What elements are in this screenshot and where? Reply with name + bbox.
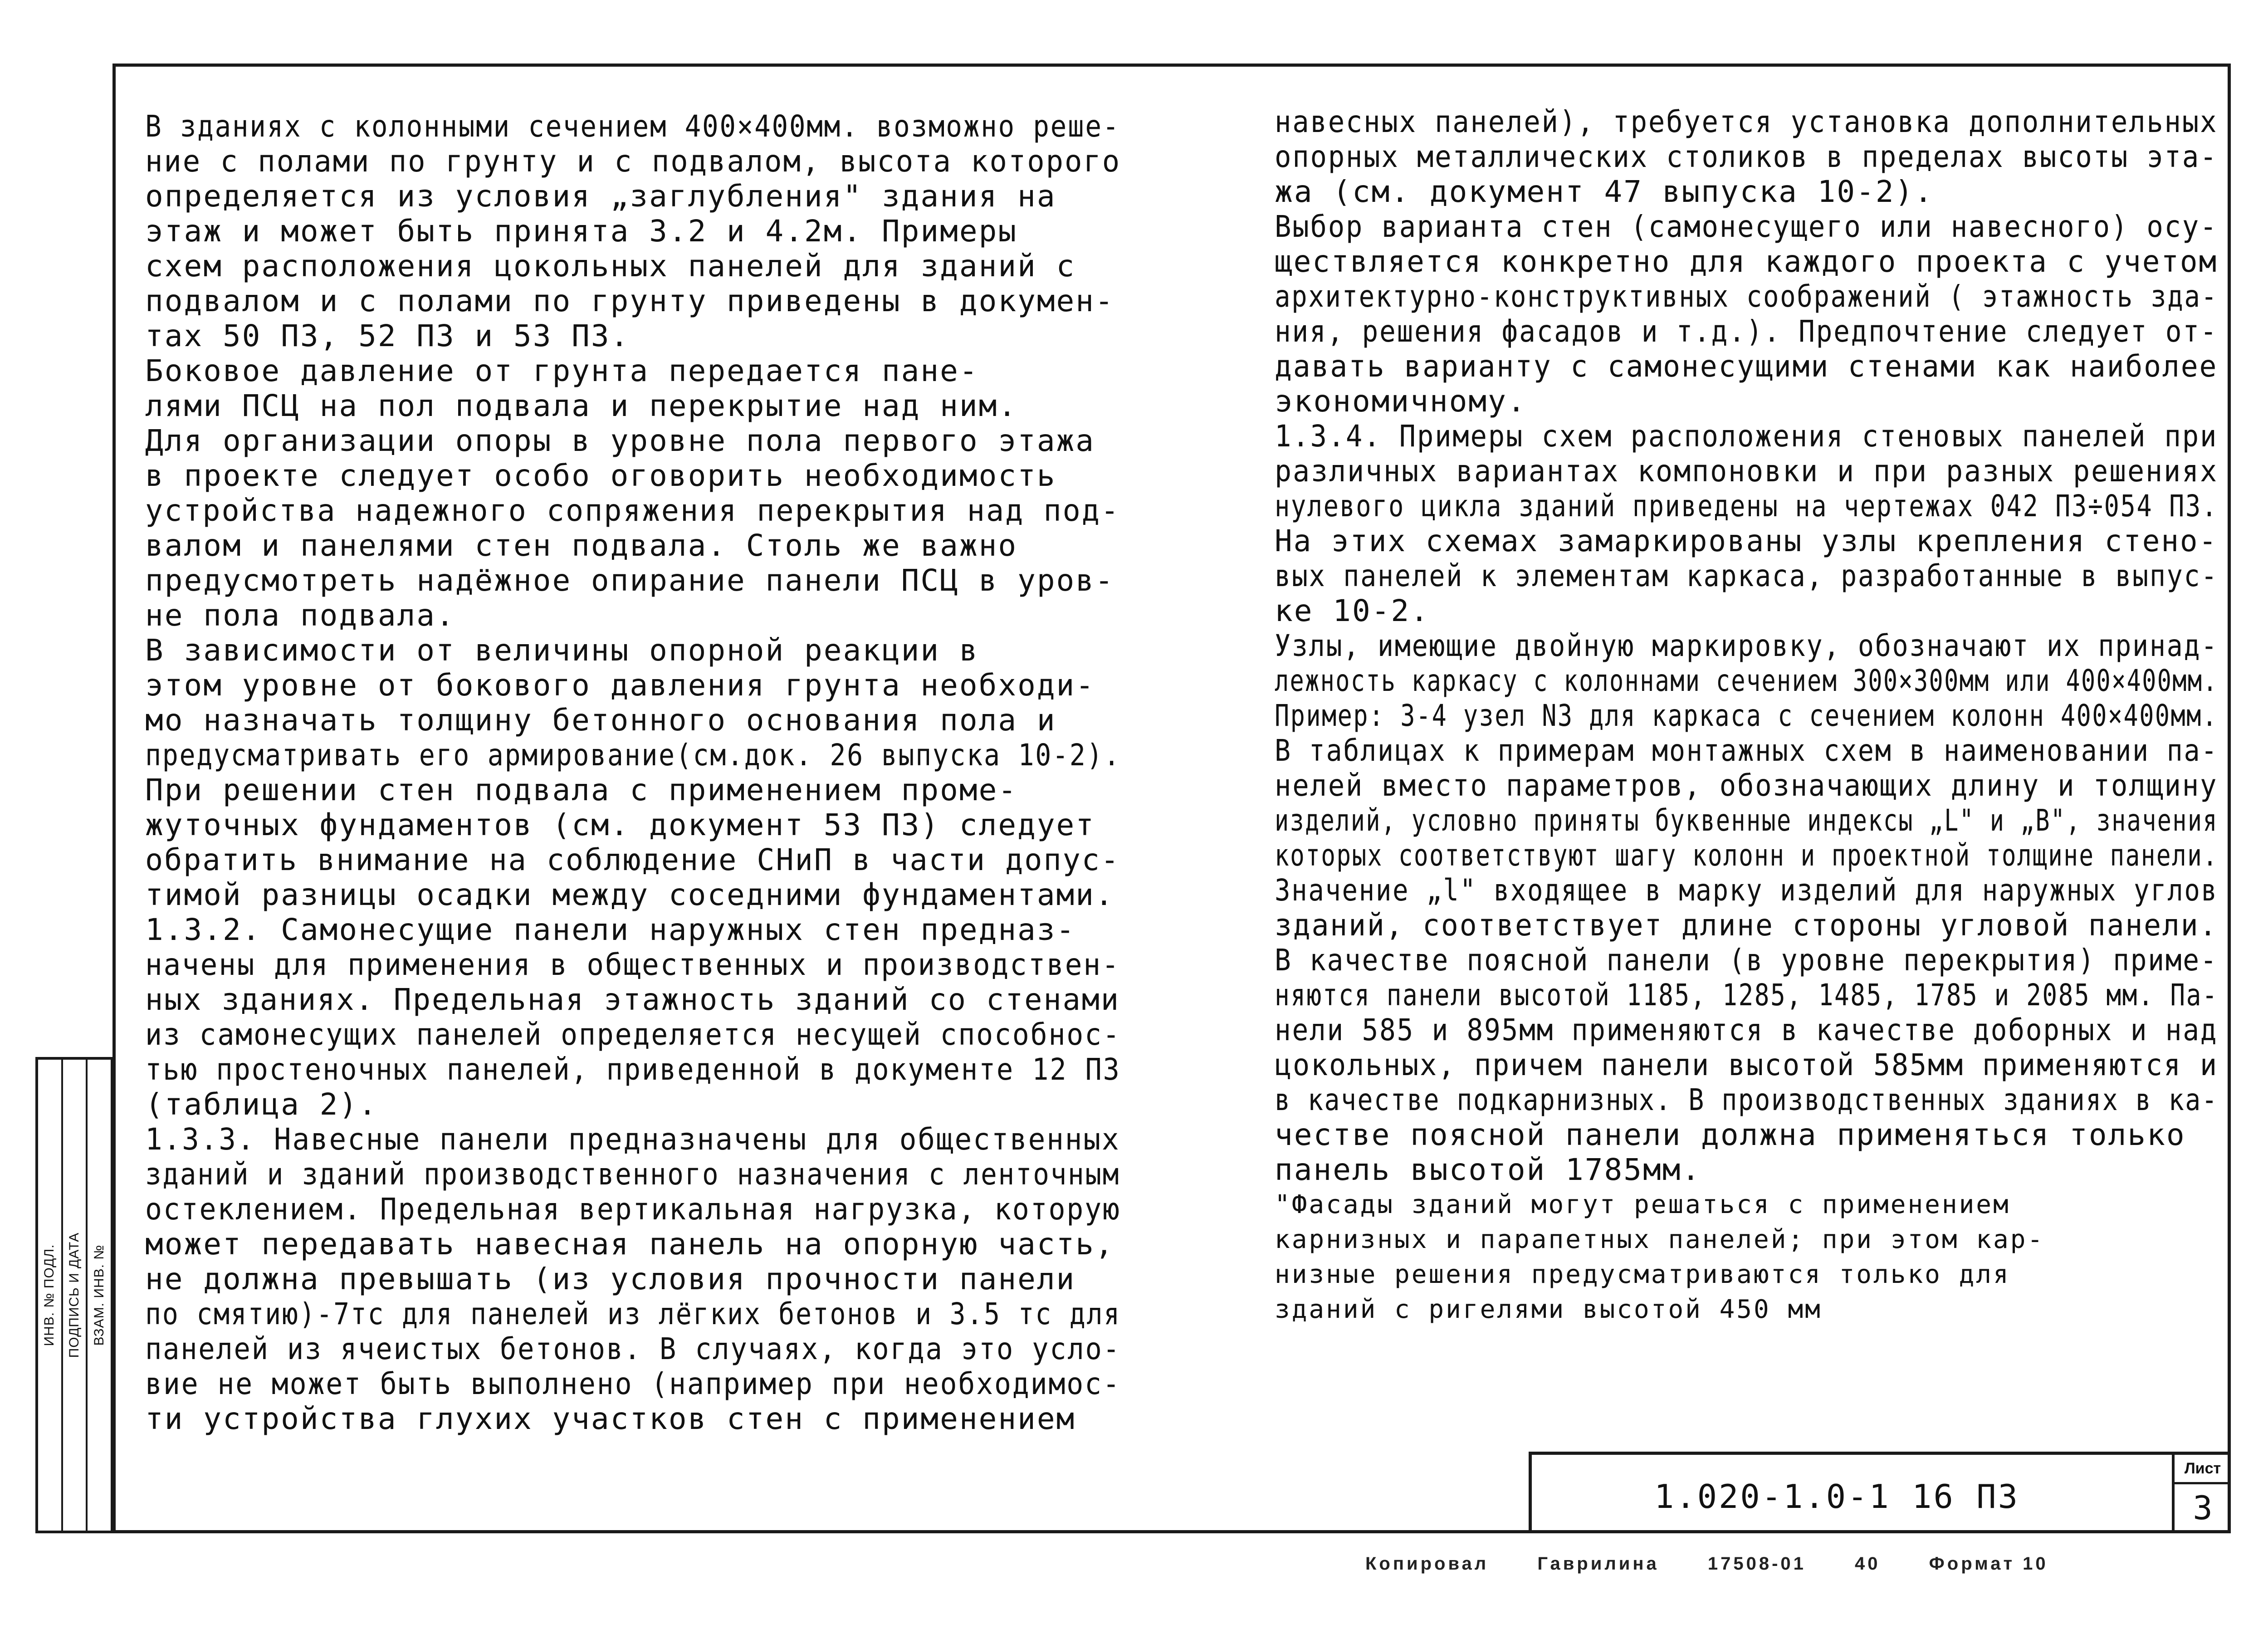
text-line: ществляется конкретно для каждого проекта с учетом <box>1275 244 2218 279</box>
text-line: Значение „l" входящее в марку изделий для наружных углов <box>1275 873 2218 908</box>
text-line: навесных панелей), требуется установка дополнительных <box>1275 104 2218 139</box>
text-line: тах 50 ПЗ, 52 ПЗ и 53 ПЗ. <box>145 318 630 353</box>
title-block <box>1529 1452 2231 1533</box>
text-line: этаж и может быть принята 3.2 и 4.2м. Примеры <box>145 214 1018 249</box>
footer-format: Формат 10 <box>1929 1554 2048 1574</box>
text-line: давать варианту с самонесущими стенами как наиболее <box>1275 349 2218 384</box>
text-line: ния, решения фасадов и т.д.). Предпочтение следует от- <box>1275 314 2218 349</box>
margin-label-signature-date: ПОДПИСЬ И ДАТА <box>67 1232 82 1358</box>
text-line: вых панелей к элементам каркаса, разработанные в выпус- <box>1275 558 2219 593</box>
document-code: 1.020-1.0-1 16 ПЗ <box>1654 1477 2019 1516</box>
text-line: "Фасады зданий могут решаться с применением <box>1275 1190 2010 1219</box>
text-line: зданий с ригелями высотой 450 мм <box>1275 1295 1822 1324</box>
text-line: (таблица 2). <box>145 1087 378 1122</box>
text-line: определяется из условия „заглубления" здания на <box>145 179 1056 214</box>
margin-cell-replacement-inventory <box>88 1060 112 1531</box>
text-line: карнизных и парапетных панелей; при этом кар- <box>1275 1225 2045 1254</box>
text-line: остеклением. Предельная вертикальная нагрузка, которую <box>145 1192 1121 1227</box>
text-line: мо назначать толщину бетонного основания пола и <box>145 703 1056 738</box>
text-line: панелей из ячеистых бетонов. В случаях, когда это усло- <box>145 1331 1121 1366</box>
text-line: ке 10-2. <box>1275 593 1430 628</box>
text-line: этом уровне от бокового давления грунта необходи- <box>145 668 1095 703</box>
text-line: лями ПСЦ на пол подвала и перекрытие над ним. <box>145 388 1018 423</box>
text-line: из самонесущих панелей определяется несущей способнос- <box>145 1017 1121 1052</box>
footer-stamp <box>1365 1554 2089 1574</box>
text-line: жа (см. документ 47 выпуска 10-2). <box>1275 174 1934 209</box>
text-line: зданий, соответствует длине стороны угловой панели. <box>1275 908 2218 943</box>
text-line: которых соответствуют шагу колонн и проектной толщине панели. <box>1275 838 2219 873</box>
text-line: цокольных, причем панели высотой 585мм применяются и <box>1275 1047 2219 1082</box>
footer-copier-name: Гаврилина <box>1537 1554 1659 1574</box>
text-line: В зданиях с колонными сечением 400×400мм. возможно реше- <box>145 109 1120 144</box>
margin-label-original-inventory: ИНВ. № ПОДЛ. <box>42 1244 57 1346</box>
text-line: Пример: 3-4 узел N3 для каркаса с сечением колонн 400×400мм. <box>1275 698 2218 733</box>
footer-order-number: 17508-01 <box>1707 1554 1806 1574</box>
text-line: валом и панелями стен подвала. Столь же важно <box>145 528 1018 563</box>
margin-label-replacement-inventory: ВЗАМ. ИНВ. № <box>91 1244 107 1346</box>
text-line: предусматривать его армирование(см.док. 26 выпуска 10-2). <box>145 738 1121 773</box>
text-line: ние с полами по грунту и с подвалом, высота которого <box>145 144 1121 179</box>
text-line: тью простеночных панелей, приведенной в документе 12 ПЗ <box>145 1052 1121 1087</box>
text-line: честве поясной панели должна применяться только <box>1275 1117 2186 1152</box>
footer-count: 40 <box>1855 1554 1881 1574</box>
right-text-column <box>1275 104 2218 1327</box>
text-line: Для организации опоры в уровне пола первого этажа <box>145 423 1095 458</box>
text-line: тимой разницы осадки между соседними фундаментами. <box>145 877 1114 912</box>
text-line: В таблицах к примерам монтажных схем в наименовании па- <box>1275 733 2219 768</box>
margin-cell-original-inventory <box>38 1060 63 1531</box>
text-line: ных зданиях. Предельная этажность зданий со стенами <box>145 982 1120 1017</box>
text-line: схем расположения цокольных панелей для зданий с <box>145 249 1076 284</box>
text-line: не пола подвала. <box>145 598 455 633</box>
text-line: лежность каркасу с колоннами сечением 300×300мм или 400×400мм. <box>1275 663 2218 698</box>
text-line: В качестве поясной панели (в уровне перекрытия) приме- <box>1275 943 2218 978</box>
text-line: 1.3.3. Навесные панели предназначены для общественных <box>145 1122 1120 1157</box>
text-line: экономичному. <box>1275 384 1527 419</box>
text-line: панель высотой 1785мм. <box>1275 1152 1701 1187</box>
text-line: опорных металлических столиков в пределах высоты эта- <box>1275 139 2218 174</box>
text-line: низные решения предусматриваются только для <box>1275 1260 2010 1289</box>
text-line: Узлы, имеющие двойную маркировку, обозначают их принад- <box>1275 628 2219 663</box>
left-text-column <box>145 109 1120 1436</box>
text-line: в проекте следует особо оговорить необходимость <box>145 458 1056 493</box>
text-line: Боковое давление от грунта передается пане- <box>145 353 979 388</box>
text-line: обратить внимание на соблюдение СНиП в части допус- <box>145 842 1120 877</box>
sheet-label: Лист <box>2175 1455 2231 1484</box>
text-line: предусмотреть надёжное опирание панели ПСЦ в уров- <box>145 563 1114 598</box>
text-line: по смятию)-7тс для панелей из лёгких бетонов и 3.5 тс для <box>145 1296 1121 1331</box>
text-line: архитектурно-конструктивных соображений ( этажность зда- <box>1275 279 2218 314</box>
text-line: не должна превышать (из условия прочности панели <box>145 1262 1076 1296</box>
sheet-number: 3 <box>2193 1489 2213 1527</box>
text-line: нелей вместо параметров, обозначающих длину и толщину <box>1275 768 2218 803</box>
margin-cell-signature-date <box>63 1060 88 1531</box>
margin-stamp <box>35 1057 112 1533</box>
text-line: вие не может быть выполнено (например при необходимос- <box>145 1366 1121 1401</box>
text-line: подвалом и с полами по грунту приведены в докумен- <box>145 284 1114 318</box>
text-line: нулевого цикла зданий приведены на чертежах 042 ПЗ÷054 ПЗ. <box>1275 489 2218 523</box>
text-line: зданий и зданий производственного назначения с ленточным <box>145 1157 1120 1192</box>
text-line: На этих схемах замаркированы узлы крепления стено- <box>1275 523 2218 558</box>
text-line: изделий, условно приняты буквенные индексы „L" и „B", значения <box>1275 803 2218 838</box>
footer-copied-label: Копировал <box>1365 1554 1489 1574</box>
text-line: При решении стен подвала с применением проме- <box>145 773 1018 807</box>
text-line: устройства надежного сопряжения перекрытия над под- <box>145 493 1120 528</box>
sheet-number-box <box>2172 1455 2231 1533</box>
text-line: 1.3.2. Самонесущие панели наружных стен предназ- <box>145 912 1076 947</box>
text-line: нели 585 и 895мм применяются в качестве доборных и над <box>1275 1013 2218 1047</box>
text-line: начены для применения в общественных и производствен- <box>145 947 1120 982</box>
text-line: различных вариантах компоновки и при разных решениях <box>1275 454 2219 489</box>
text-line: Выбор варианта стен (самонесущего или навесного) осу- <box>1275 209 2218 244</box>
text-line: В зависимости от величины опорной реакции в <box>145 633 979 668</box>
text-line: жуточных фундаментов (см. документ 53 ПЗ) следует <box>145 807 1095 842</box>
text-line: в качестве подкарнизных. В производственных зданиях в ка- <box>1275 1082 2219 1117</box>
text-line: 1.3.4. Примеры схем расположения стеновых панелей при <box>1275 419 2218 454</box>
text-line: няются панели высотой 1185, 1285, 1485, 1785 и 2085 мм. Па- <box>1275 978 2219 1013</box>
text-line: может передавать навесная панель на опорную часть, <box>145 1227 1114 1262</box>
text-line: ти устройства глухих участков стен с применением <box>145 1401 1076 1436</box>
